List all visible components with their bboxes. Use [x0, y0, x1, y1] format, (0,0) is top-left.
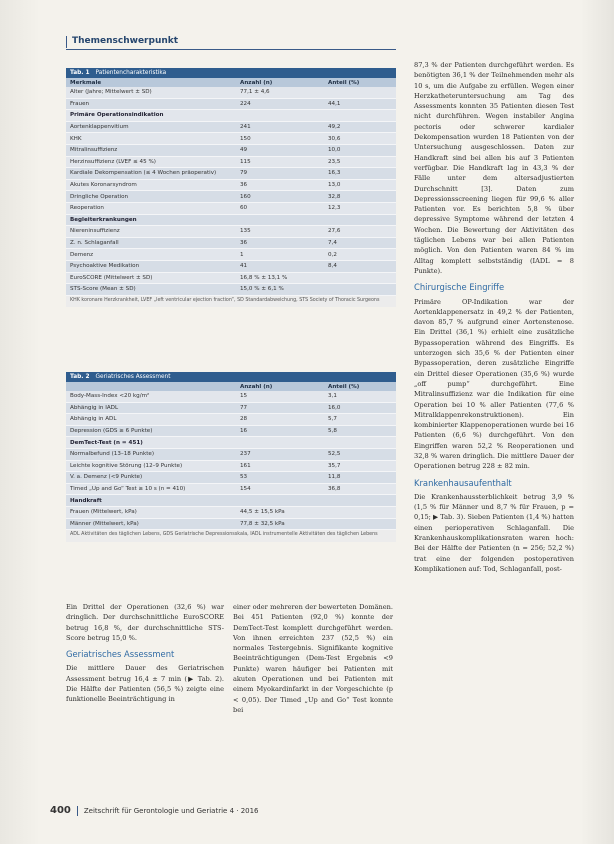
- table-cell: STS-Score (Mean ± SD): [70, 286, 136, 293]
- journal-name: Zeitschrift für Gerontologie und Geriatrie 4 · 2016: [83, 806, 259, 815]
- table-row: [66, 437, 396, 449]
- table-cell: 79: [240, 170, 248, 177]
- table-2-col-header: Anzahl (n): [240, 383, 273, 390]
- table-1-header-row: [66, 78, 396, 87]
- table-2-body: [66, 391, 396, 530]
- table-row: [66, 449, 396, 461]
- table-cell: Aortenklappenvitium: [70, 124, 129, 131]
- table-row: [66, 110, 396, 122]
- paragraph: Die Krankenhaussterblichkeit betrug 3,9 % (1,5 % für Männer und 8,7 % für Frauen, p = 0,15; ▶ Tab. 3). Sieben Patienten (1,4 %) hatten einen perioperativen Schlaganfall. Die Krankenhauskomplikationsraten waren hoch: Bei der Hälfte der Patienten (n = 256; 52,2 %) trat eine der folgenden postoperativen Komplikationen auf: Tod, Schlaganfall, post-: [414, 492, 574, 573]
- table-cell: Depression (GDS ≥ 6 Punkte): [70, 428, 153, 435]
- table-cell: Abhängig in IADL: [70, 404, 119, 411]
- table-cell: 11,8: [328, 474, 341, 481]
- table-cell: Reoperation: [70, 205, 104, 212]
- table-cell: 44,1: [328, 100, 341, 107]
- table-cell: 36: [240, 182, 248, 189]
- table-cell: Z. n. Schlaganfall: [70, 240, 119, 247]
- table-cell: 32,8: [328, 193, 341, 200]
- section-heading: Krankenhausaufenthalt: [414, 477, 512, 488]
- table-cell: 44,5 ± 15,5 kPa: [240, 509, 285, 516]
- table-1: [66, 68, 396, 307]
- table-cell: 49,2: [328, 124, 341, 131]
- table-row: [66, 203, 396, 215]
- table-cell: 115: [240, 158, 251, 165]
- table-cell: 16,8 % ± 13,1 %: [240, 274, 288, 281]
- table-2-title-bar: [66, 372, 396, 382]
- table-cell: 7,4: [328, 240, 337, 247]
- table-cell: Frauen: [70, 100, 90, 107]
- table-cell: Normalbefund (13–18 Punkte): [70, 451, 155, 458]
- table-row: [66, 426, 396, 438]
- table-cell: Männer (Mittelwert, kPa): [70, 520, 139, 527]
- section-heading: Chirurgische Eingriffe: [414, 282, 505, 293]
- table-row: [66, 215, 396, 227]
- table-row: [66, 414, 396, 426]
- table-cell: 15,0 % ± 6,1 %: [240, 286, 284, 293]
- table-2-header-row: [66, 382, 396, 391]
- table-cell: 23,5: [328, 158, 341, 165]
- table-row: [66, 507, 396, 519]
- table-row: [66, 180, 396, 192]
- text-column-left: [66, 602, 224, 705]
- table-cell: Dringliche Operation: [70, 193, 129, 200]
- table-cell: 60: [240, 205, 248, 212]
- table-row: [66, 261, 396, 273]
- section-heading: Geriatrisches Assessment: [66, 649, 175, 660]
- table-cell: Begleiterkrankungen: [70, 216, 137, 223]
- table-cell: 135: [240, 228, 251, 235]
- table-cell: 35,7: [328, 462, 341, 469]
- section-title: Themenschwerpunkt: [72, 36, 179, 46]
- table-row: [66, 403, 396, 415]
- table-row: [66, 99, 396, 111]
- table-cell: 3,1: [328, 393, 337, 400]
- section-header: [66, 36, 396, 50]
- table-cell: Niereninsuffizienz: [70, 228, 120, 235]
- footer-divider: [77, 806, 78, 816]
- table-cell: Akutes Koronarsyndrom: [70, 182, 137, 189]
- table-cell: 28: [240, 416, 248, 423]
- text-column-middle: [233, 602, 393, 715]
- table-2-col-header: Anteil (%): [328, 383, 360, 390]
- table-1-label: Tab. 1: [70, 70, 90, 76]
- table-row: [66, 495, 396, 507]
- text-column-right: [414, 60, 574, 574]
- table-cell: 154: [240, 486, 251, 493]
- paragraph: Primäre OP-Indikation war der Aortenklappenersatz in 49,2 % der Patienten, davon 85,7 % aufgrund einer Aortenstenose. Ein Drittel (36,1 %) erhielt eine zusätzliche Bypassoperation während des Eingriffs. Es unterzogen sich 35,6 % der Patienten einer Bypassoperation, deren zusätzliche Eingriffe ein Drittel dieser Operationen (35,6 %) wurde „off pump“ durchgeführt. Eine Mitralinsuffizienz war die Indikation für eine Operation bei 10 % aller Patienten (77,6 % Mitralklappenrekonstruktionen). Ein kombinierter Klappenoperationen wurde bei 16 Patienten (6,6 %) durchgeführt. Von den Eingriffen waren 52,2 % Reoperationen und 32,8 % waren dringlich. Die mittlere Dauer der Operationen betrug 228 ± 82 min.: [414, 297, 574, 471]
- table-row: [66, 191, 396, 203]
- table-cell: 15: [240, 393, 248, 400]
- table-cell: Frauen (Mittelwert, kPa): [70, 509, 137, 516]
- page-footer: [50, 805, 259, 816]
- paragraph: 87,3 % der Patienten durchgeführt werden. Es benötigten 36,1 % der Teilnehmenden mehr als 10 s, um die Aufgabe zu erfüllen. Wegen einer Herzkatheteruntersuchung am Tag des Assessments konnten 35 Patienten diesen Test nicht durchführen. Wegen instabiler Angina pectoris oder schwerer kardialer Dekompensation wurden 18 Patienten von der Untersuchung ausgeschlossen. Daten zur Handkraft sind bei allen bis auf 3 Patienten verfügbar. Die Handkraft lag in 43,3 % der Fälle unter dem altersadjustierten Durchschnitt [3]. Daten zum Depressionsscreening liegen für 99,6 % aller Patienten vor. Es berichten 5,8 % über depressive Symptome während der letzten 4 Wochen. Die Bewertung der Aktivitäten des täglichen Lebens war bei allen Patienten möglich. Von den Patienten waren 84 % im Alltag komplett selbstständig (IADL = 8 Punkte).: [414, 61, 574, 275]
- table-cell: 13,0: [328, 182, 341, 189]
- table-cell: KHK: [70, 135, 82, 142]
- table-cell: 52,5: [328, 451, 341, 458]
- paragraph: Die mittlere Dauer des Geriatrischen Assessment betrug 16,4 ± 7 min (▶ Tab. 2). Die Hälfte der Patienten (56,5 %) zeigte eine funktionelle Beeinträchtigung in: [66, 664, 224, 704]
- table-cell: 30,6: [328, 135, 341, 142]
- table-cell: 36,8: [328, 486, 341, 493]
- table-1-title-bar: [66, 68, 396, 78]
- table-row: [66, 122, 396, 134]
- table-row: [66, 249, 396, 261]
- table-1-col-header: Anzahl (n): [240, 79, 273, 86]
- table-cell: Alter (Jahre; Mittelwert ± SD): [70, 89, 152, 96]
- table-cell: 16,3: [328, 170, 341, 177]
- table-row: [66, 238, 396, 250]
- table-cell: Mitralinsuffizienz: [70, 147, 118, 154]
- table-1-col-header: Merkmale: [70, 79, 102, 86]
- table-cell: DemTect-Test (n = 451): [70, 439, 143, 446]
- table-cell: Abhängig in ADL: [70, 416, 117, 423]
- table-row: [66, 226, 396, 238]
- table-row: [66, 157, 396, 169]
- table-row: [66, 461, 396, 473]
- table-row: [66, 87, 396, 99]
- table-cell: 16: [240, 428, 248, 435]
- table-1-footnote: KHK koronare Herzkrankheit, LVEF „left ventricular ejection fraction“, SD Standardabweichung, STS Society of Thoracic Surgeons: [66, 296, 396, 307]
- table-cell: 16,0: [328, 404, 341, 411]
- table-2-label: Tab. 2: [70, 374, 90, 380]
- table-cell: 10,0: [328, 147, 341, 154]
- page-number: 400: [50, 805, 71, 816]
- table-cell: 27,6: [328, 228, 341, 235]
- table-cell: 0,2: [328, 251, 337, 258]
- table-cell: 160: [240, 193, 251, 200]
- table-cell: V. a. Demenz (<9 Punkte): [70, 474, 143, 481]
- table-cell: 36: [240, 240, 248, 247]
- table-2-footnote: ADL Aktivitäten des täglichen Lebens, GDS Geriatrische Depressionsskala, IADL instrumentelle Aktivitäten des täglichen Lebens: [66, 530, 396, 541]
- table-2-title: Geriatrisches Assessment: [95, 374, 171, 380]
- table-cell: 150: [240, 135, 251, 142]
- table-1-col-header: Anteil (%): [328, 79, 360, 86]
- table-row: [66, 484, 396, 496]
- table-row: [66, 145, 396, 157]
- table-cell: Demenz: [70, 251, 94, 258]
- table-cell: 161: [240, 462, 251, 469]
- table-cell: 1: [240, 251, 244, 258]
- table-cell: Herzinsuffizienz (LVEF ≤ 45 %): [70, 158, 156, 165]
- table-cell: 49: [240, 147, 248, 154]
- table-row: [66, 472, 396, 484]
- table-cell: Handkraft: [70, 497, 102, 504]
- table-row: [66, 133, 396, 145]
- table-cell: 224: [240, 100, 251, 107]
- table-cell: 77,8 ± 32,5 kPa: [240, 520, 285, 527]
- table-cell: EuroSCORE (Mittelwert ± SD): [70, 274, 153, 281]
- table-1-body: [66, 87, 396, 296]
- paragraph: Ein Drittel der Operationen (32,6 %) war dringlich. Der durchschnittliche EuroSCORE betrug 16,8 %, der durchschnittliche STS-Score betrug 15,0 %.: [66, 603, 224, 642]
- table-cell: 5,8: [328, 428, 337, 435]
- table-cell: Psychoaktive Medikation: [70, 263, 140, 270]
- table-cell: 77,1 ± 4,6: [240, 89, 270, 96]
- table-row: [66, 168, 396, 180]
- table-cell: Leichte kognitive Störung (12–9 Punkte): [70, 462, 183, 469]
- table-cell: 8,4: [328, 263, 337, 270]
- table-row: [66, 391, 396, 403]
- paragraph: einer oder mehreren der bewerteten Domänen. Bei 451 Patienten (92,0 %) konnte der DemTect-Test komplett durchgeführt werden. Von ihnen erreichten 237 (52,5 %) ein normales Testergebnis. Signifikante kognitive Beeinträchtigungen (Dem-Test Ergebnis <9 Punkte) waren häufiger bei Patienten mit akuten Operationen und bei Patienten mit einem Myokardinfarkt in der Vorgeschichte (p < 0,05). Der Timed „Up and Go“ Test konnte bei: [233, 603, 393, 714]
- table-cell: 237: [240, 451, 251, 458]
- table-cell: 241: [240, 124, 251, 131]
- table-cell: 12,3: [328, 205, 341, 212]
- table-2: [66, 372, 396, 542]
- table-cell: Body-Mass-Index <20 kg/m²: [70, 393, 150, 400]
- table-cell: 41: [240, 263, 248, 270]
- table-row: [66, 284, 396, 296]
- table-cell: 77: [240, 404, 248, 411]
- table-cell: Kardiale Dekompensation (≤ 4 Wochen präoperativ): [70, 170, 217, 177]
- table-cell: Primäre Operationsindikation: [70, 112, 164, 119]
- table-cell: 53: [240, 474, 248, 481]
- table-cell: 5,7: [328, 416, 337, 423]
- table-row: [66, 519, 396, 531]
- table-cell: Timed „Up and Go“ Test ≥ 10 s (n = 410): [70, 486, 186, 493]
- table-row: [66, 273, 396, 285]
- table-1-title: Patientencharakteristika: [95, 70, 167, 76]
- table-2-col-header: [70, 384, 240, 390]
